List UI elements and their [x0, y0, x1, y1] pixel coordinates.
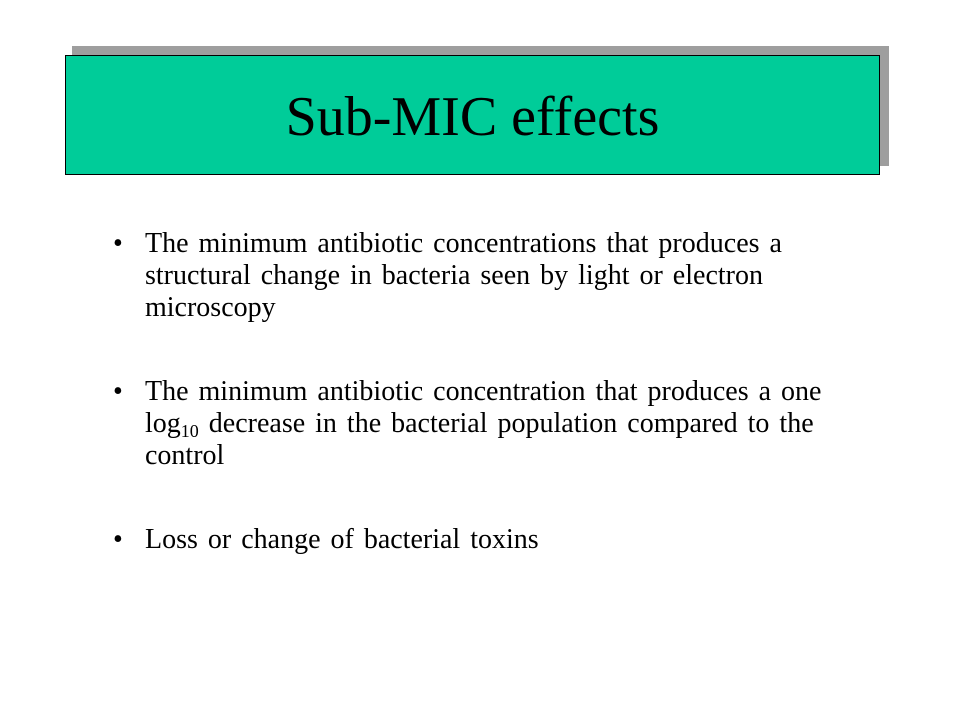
bullet-text: Loss or change of bacterial toxins	[145, 524, 539, 555]
bullet-icon: •	[113, 228, 123, 259]
bullet-text-after: decrease in the bacterial population compared to the control	[145, 408, 814, 471]
title-box	[65, 55, 880, 175]
log-subscript: 10	[180, 421, 199, 441]
bullet-text: The minimum antibiotic concentrations that produces a structural change in bacteria seen by light or electron microscopy	[145, 228, 782, 323]
bullet-list	[113, 228, 833, 556]
bullet-icon: •	[113, 376, 123, 407]
bullet-item	[113, 524, 833, 556]
bullet-text	[145, 376, 833, 472]
bullet-icon: •	[113, 524, 123, 555]
bullet-text-before: The minimum antibiotic concentration that produces a one log	[145, 376, 822, 439]
slide-title: Sub-MIC effects	[285, 86, 660, 148]
bullet-item	[113, 376, 833, 472]
bullet-item	[113, 228, 833, 324]
